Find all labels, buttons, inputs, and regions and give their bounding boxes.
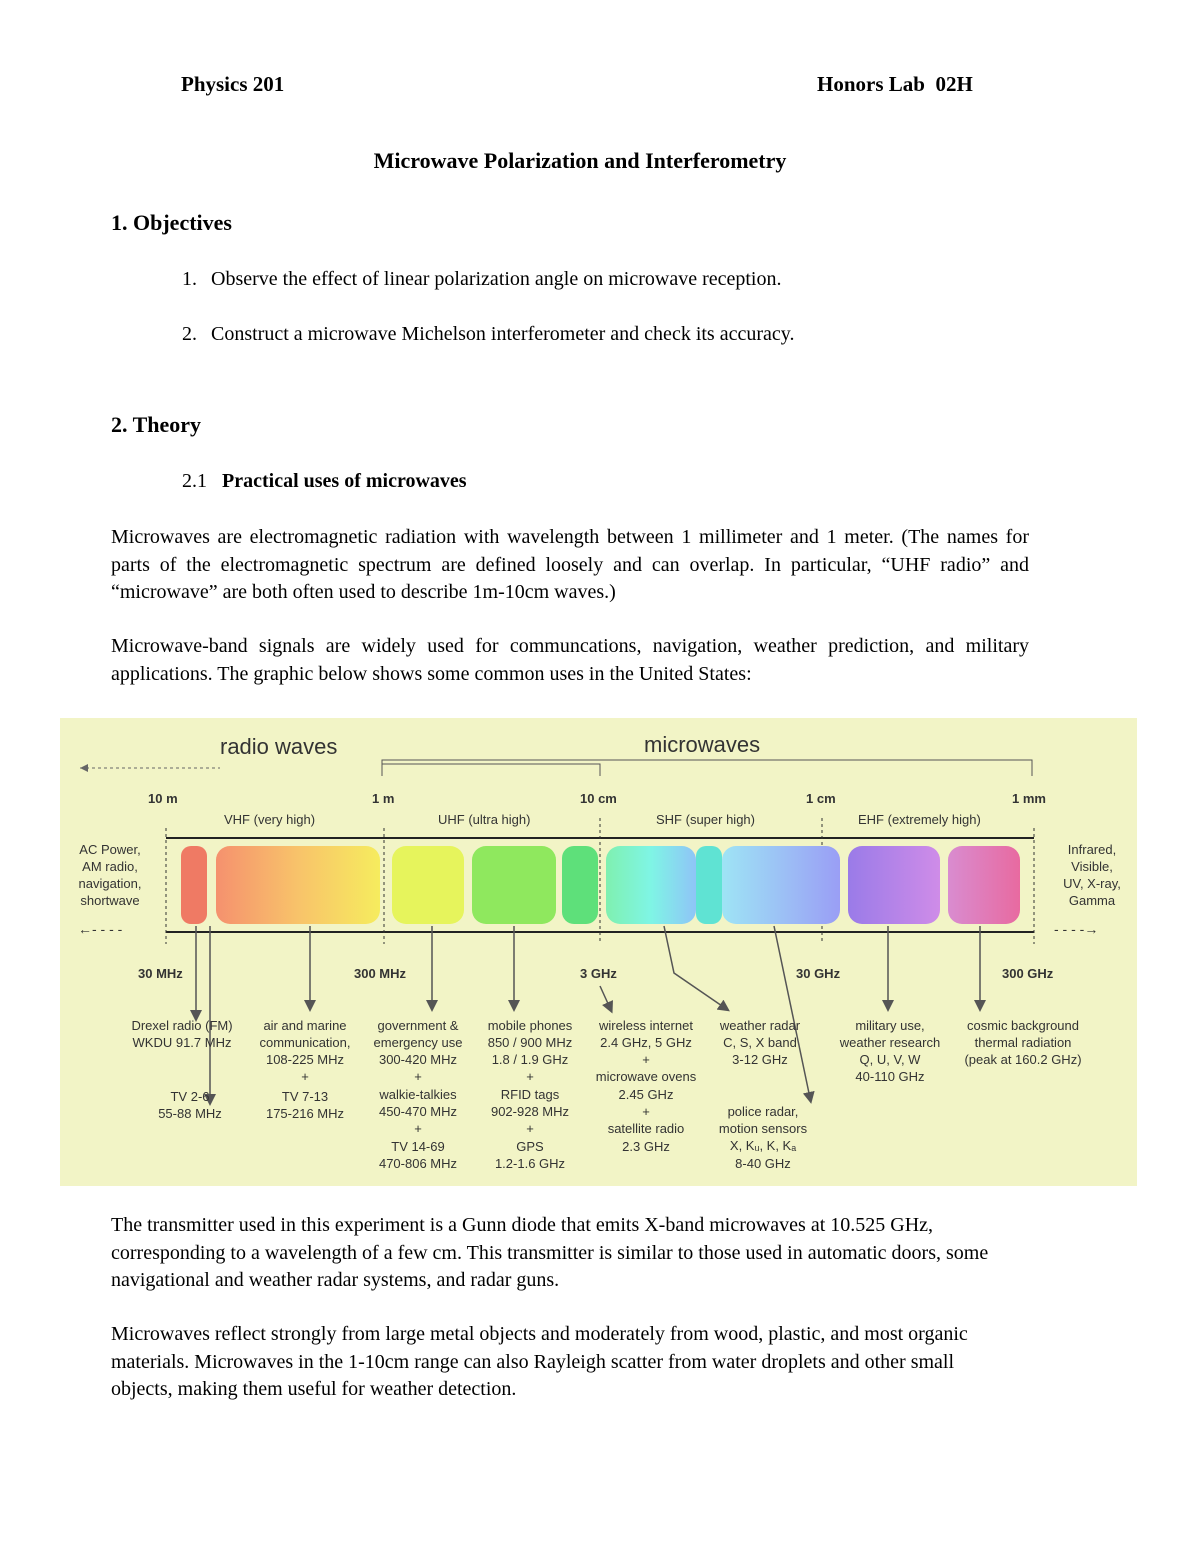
band-block-uhf-3 bbox=[562, 846, 598, 924]
svg-text:8-40 GHz: 8-40 GHz bbox=[735, 1156, 791, 1171]
use-drexel bbox=[131, 1018, 232, 1050]
band-block-shf-2 bbox=[696, 846, 722, 924]
svg-text:2.45 GHz: 2.45 GHz bbox=[618, 1087, 674, 1102]
svg-text:+: + bbox=[642, 1052, 650, 1067]
subsection-title: Practical uses of microwaves bbox=[222, 470, 467, 492]
svg-text:mobile phones: mobile phones bbox=[487, 1018, 573, 1033]
theory-paragraph-4: Microwaves reflect strongly from large metal objects and moderately from wood, plastic, and most organic materials. Microwaves in the 1-10cm range can also Rayleigh scatter from water droplets and other small objects, making them useful for weather detection. bbox=[111, 1323, 968, 1400]
band-block-ehf-2 bbox=[948, 846, 1020, 924]
svg-text:108-225 MHz: 108-225 MHz bbox=[265, 1052, 345, 1067]
radio-arrowhead bbox=[80, 764, 88, 772]
svg-text:Gamma: Gamma bbox=[1068, 893, 1116, 908]
theory-paragraph-3: The transmitter used in this experiment is a Gunn diode that emits X-band microwaves at 10.525 GHz, corresponding to a wavelength of a few cm. This transmitter is similar to those used in automatic doors, some navigational and weather radar systems, and radar guns. bbox=[111, 1214, 989, 1291]
band-block-30mhz bbox=[181, 846, 207, 924]
wavelength-1m: 1 m bbox=[372, 791, 395, 806]
theory-heading: 2. Theory bbox=[111, 412, 202, 437]
svg-text:RFID tags: RFID tags bbox=[500, 1087, 560, 1102]
svg-text:2.3 GHz: 2.3 GHz bbox=[622, 1139, 670, 1154]
svg-text:55-88 MHz: 55-88 MHz bbox=[158, 1106, 222, 1121]
band-uhf: UHF (ultra high) bbox=[438, 812, 531, 827]
svg-text:40-110 GHz: 40-110 GHz bbox=[855, 1069, 925, 1084]
svg-text:3-12 GHz: 3-12 GHz bbox=[732, 1052, 788, 1067]
svg-text:TV 7-13: TV 7-13 bbox=[281, 1089, 329, 1104]
svg-text:weather research: weather research bbox=[839, 1035, 941, 1050]
objective-1-text: Observe the effect of linear polarization angle on microwave reception. bbox=[211, 268, 782, 290]
objective-1-number: 1. bbox=[182, 268, 197, 290]
header-lab: Honors Lab 02H bbox=[817, 72, 973, 96]
svg-text:902-928 MHz: 902-928 MHz bbox=[490, 1104, 570, 1119]
band-block-vhf bbox=[216, 846, 380, 924]
use-marine bbox=[259, 1018, 350, 1121]
band-ehf: EHF (extremely high) bbox=[858, 812, 981, 827]
svg-text:Q, U, V, W: Q, U, V, W bbox=[859, 1052, 921, 1067]
use-police-radar bbox=[719, 1104, 808, 1171]
wavelength-10cm: 10 cm bbox=[580, 791, 617, 806]
left-arrow: ←- - - - bbox=[78, 921, 123, 937]
use-military bbox=[839, 1018, 940, 1084]
svg-text:police radar,: police radar, bbox=[727, 1104, 799, 1119]
svg-text:air and marine: air and marine bbox=[263, 1018, 347, 1033]
svg-text:GPS: GPS bbox=[516, 1139, 544, 1154]
svg-text:navigation,: navigation, bbox=[78, 876, 142, 891]
svg-text:emergency use: emergency use bbox=[373, 1035, 463, 1050]
use-government bbox=[374, 1018, 463, 1171]
svg-text:+: + bbox=[301, 1069, 309, 1084]
svg-text:+: + bbox=[414, 1069, 422, 1084]
freq-300mhz: 300 MHz bbox=[354, 966, 407, 981]
svg-text:(peak at 160.2 GHz): (peak at 160.2 GHz) bbox=[964, 1052, 1082, 1067]
spectrum-graphic bbox=[60, 718, 1137, 1186]
objective-2-number: 2. bbox=[182, 323, 197, 345]
svg-text:microwave ovens: microwave ovens bbox=[595, 1069, 697, 1084]
title-microwaves: microwaves bbox=[644, 732, 761, 757]
svg-text:Visible,: Visible, bbox=[1071, 859, 1113, 874]
svg-text:X, Kᵤ, K, Kₐ: X, Kᵤ, K, Kₐ bbox=[729, 1138, 797, 1153]
microwave-bracket bbox=[382, 760, 1032, 776]
band-block-shf-1 bbox=[606, 846, 696, 924]
header-course: Physics 201 bbox=[181, 72, 285, 96]
svg-text:450-470 MHz: 450-470 MHz bbox=[378, 1104, 458, 1119]
use-mobile bbox=[488, 1018, 573, 1171]
svg-text:+: + bbox=[526, 1069, 534, 1084]
freq-3ghz: 3 GHz bbox=[580, 966, 617, 981]
svg-text:+: + bbox=[642, 1104, 650, 1119]
band-shf: SHF (super high) bbox=[656, 812, 755, 827]
band-block-uhf-2 bbox=[472, 846, 556, 924]
objective-2-text: Construct a microwave Michelson interferometer and check its accuracy. bbox=[211, 323, 795, 345]
use-tv-2-6 bbox=[158, 1089, 222, 1121]
right-label bbox=[1063, 842, 1121, 908]
svg-text:communication,: communication, bbox=[259, 1035, 351, 1050]
svg-text:weather radar: weather radar bbox=[719, 1018, 801, 1033]
wavelength-1cm: 1 cm bbox=[806, 791, 836, 806]
svg-text:WKDU 91.7 MHz: WKDU 91.7 MHz bbox=[132, 1035, 232, 1050]
band-block-uhf-1 bbox=[392, 846, 464, 924]
band-block-ehf-1 bbox=[848, 846, 940, 924]
use-wireless bbox=[596, 1018, 697, 1154]
theory-paragraph-1: Microwaves are electromagnetic radiation with wavelength between 1 millimeter and 1 meter. (The names for parts of the electromagnetic spectrum are defined loosely and can overlap. In particular, “UHF radio” and “microwave” are both often used to describe 1m-10cm waves.) bbox=[111, 526, 1029, 603]
svg-text:850 / 900 MHz: 850 / 900 MHz bbox=[487, 1035, 573, 1050]
left-label bbox=[79, 842, 142, 908]
svg-text:1.8 / 1.9 GHz: 1.8 / 1.9 GHz bbox=[491, 1052, 569, 1067]
wavelength-1mm: 1 mm bbox=[1012, 791, 1046, 806]
uhf-bracket bbox=[382, 764, 600, 776]
svg-text:walkie-talkies: walkie-talkies bbox=[379, 1087, 457, 1102]
svg-text:motion sensors: motion sensors bbox=[718, 1121, 808, 1136]
svg-text:AM radio,: AM radio, bbox=[82, 859, 138, 874]
svg-text:wireless internet: wireless internet bbox=[599, 1018, 693, 1033]
svg-text:+: + bbox=[526, 1121, 534, 1136]
svg-text:C, S, X band: C, S, X band bbox=[723, 1035, 797, 1050]
wavelength-10m: 10 m bbox=[148, 791, 178, 806]
svg-text:UV, X-ray,: UV, X-ray, bbox=[1063, 876, 1121, 891]
svg-text:cosmic background: cosmic background bbox=[967, 1018, 1079, 1033]
svg-text:+: + bbox=[414, 1121, 422, 1136]
use-cosmic bbox=[964, 1018, 1081, 1067]
svg-text:TV 14-69: TV 14-69 bbox=[391, 1139, 445, 1154]
svg-text:175-216 MHz: 175-216 MHz bbox=[265, 1106, 345, 1121]
svg-text:TV 2-6: TV 2-6 bbox=[170, 1089, 210, 1104]
band-block-shf-3 bbox=[722, 846, 840, 924]
electromagnetic-spectrum-figure bbox=[60, 718, 1137, 1186]
subsection-number: 2.1 bbox=[182, 470, 207, 492]
use-weather-radar bbox=[719, 1018, 801, 1067]
page-title: Microwave Polarization and Interferometry bbox=[373, 148, 787, 173]
svg-text:Drexel radio (FM): Drexel radio (FM) bbox=[131, 1018, 233, 1033]
title-radio-waves: radio waves bbox=[220, 734, 338, 759]
svg-text:government &: government & bbox=[377, 1018, 459, 1033]
svg-text:thermal radiation: thermal radiation bbox=[974, 1035, 1072, 1050]
theory-paragraph-2: Microwave-band signals are widely used for communcations, navigation, weather prediction, and military applications. The graphic below shows some common uses in the United States: bbox=[111, 635, 1029, 685]
freq-30mhz: 30 MHz bbox=[138, 966, 183, 981]
svg-text:2.4 GHz, 5 GHz: 2.4 GHz, 5 GHz bbox=[600, 1035, 692, 1050]
objectives-heading: 1. Objectives bbox=[111, 210, 232, 235]
freq-30ghz: 30 GHz bbox=[796, 966, 841, 981]
svg-text:shortwave: shortwave bbox=[80, 893, 140, 908]
svg-text:satellite radio: satellite radio bbox=[607, 1121, 685, 1136]
svg-text:Infrared,: Infrared, bbox=[1067, 842, 1117, 857]
svg-text:300-420 MHz: 300-420 MHz bbox=[378, 1052, 458, 1067]
band-vhf: VHF (very high) bbox=[224, 812, 316, 827]
svg-text:470-806 MHz: 470-806 MHz bbox=[378, 1156, 458, 1171]
right-arrow: - - - -→ bbox=[1054, 921, 1099, 937]
svg-text:1.2-1.6 GHz: 1.2-1.6 GHz bbox=[494, 1156, 566, 1171]
svg-text:military use,: military use, bbox=[855, 1018, 925, 1033]
svg-text:AC Power,: AC Power, bbox=[79, 842, 141, 857]
freq-300ghz: 300 GHz bbox=[1002, 966, 1054, 981]
